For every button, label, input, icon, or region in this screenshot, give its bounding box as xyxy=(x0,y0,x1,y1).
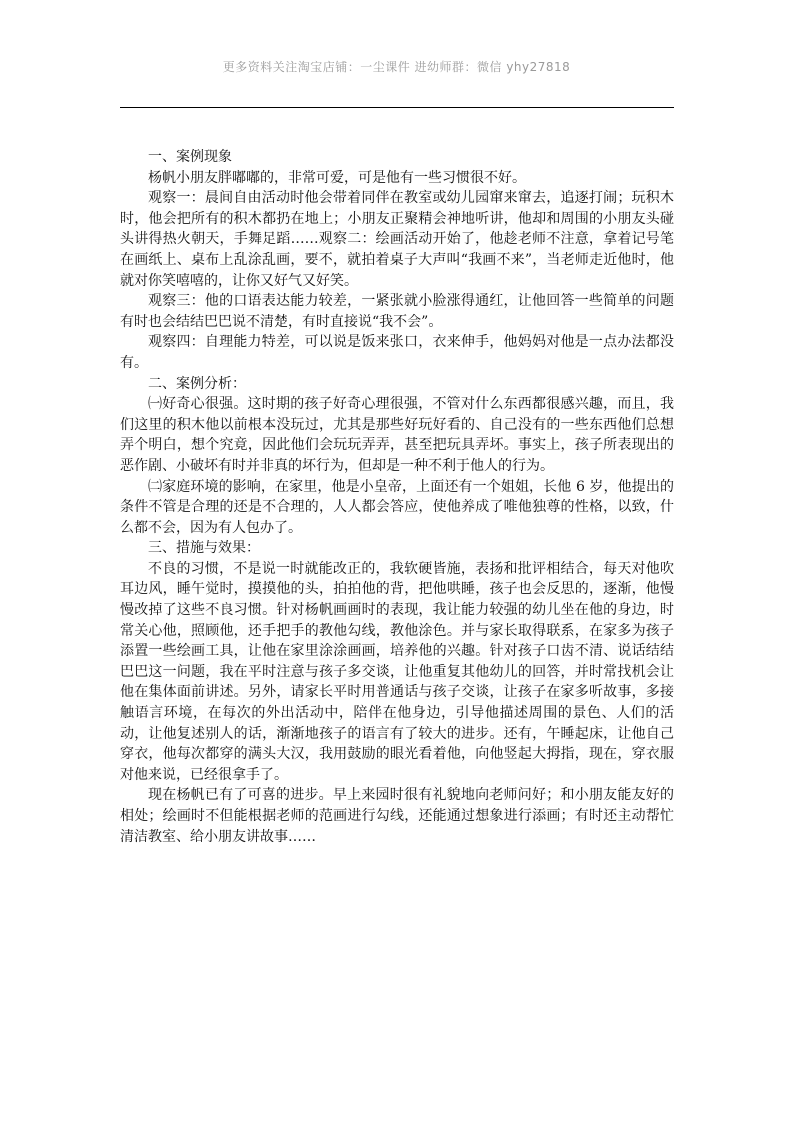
paragraph: 不良的习惯，不是说一时就能改正的，我软硬皆施，表扬和批评相结合，每天对他吹耳边风，睡午觉时，摸摸他的头，拍拍他的背，把他哄睡，孩子也会反思的，逐渐，他慢慢改掉了这些不良习惯。针对杨帆画画时的表现，我让能力较强的幼儿坐在他的身边，时常关心他，照顾他，还手把手的教他勾线，教他涂色。并与家长取得联系，在家多为孩子添置一些绘画工具，让他在家里涂涂画画，培养他的兴趣。针对孩子口齿不清、说话结结巴巴这一问题，我在平时注意与孩子多交谈，让他重复其他幼儿的回答，并时常找机会让他在集体面前讲述。另外，请家长平时用普通话与孩子交谈，让孩子在家多听故事，多接触语言环境，在每次的外出活动中，陪伴在他身边，引导他描述周围的景色、人们的活动，让他复述别人的话，渐渐地孩子的语言有了较大的进步。还有，午睡起床，让他自己穿衣，他每次都穿的满头大汉，我用鼓励的眼光看着他，向他竖起大拇指，现在，穿衣服对他来说，已经很拿手了。 xyxy=(120,560,674,783)
section-heading: 二、案例分析： xyxy=(148,375,246,392)
page-header: 更多资料关注淘宝店铺：一尘课件 进幼师群：微信 yhy27818 xyxy=(222,60,571,74)
paragraph: 观察四：自理能力特差，可以说是饭来张口，衣来伸手，他妈妈对他是一点办法都没有。 xyxy=(120,334,674,371)
paragraph: 观察一：晨间自由活动时他会带着同伴在教室或幼儿园窜来窜去，追逐打闹；玩积木时，他会把所有的积木都扔在地上；小朋友正聚精会神地听讲，他却和周围的小朋友头碰头讲得热火朝天，手舞足蹈……观察二：绘画活动开始了，他趁老师不注意，拿着记号笔在画纸上、桌布上乱涂乱画，要不，就拍着桌子大声叫“我画不来”，当老师走近他时，他就对你笑嘻嘻的，让你又好气又好笑。 xyxy=(120,190,674,289)
paragraph: ㈠好奇心很强。这时期的孩子好奇心理很强，不管对什么东西都很感兴趣，而且，我们这里的积木他以前根本没玩过，尤其是那些好玩好看的、自己没有的一些东西他们总想弄个明白，想个究竟，因此他们会玩玩弄弄，甚至把玩具弄坏。事实上，孩子所表现出的恶作剧、小破坏有时并非真的坏行为，但却是一种不利于他人的行为。 xyxy=(120,396,674,474)
paragraph: 杨帆小朋友胖嘟嘟的，非常可爱，可是他有一些习惯很不好。 xyxy=(148,169,526,186)
paragraph: 现在杨帆已有了可喜的进步。早上来园时很有礼貌地向老师问好；和小朋友能友好的相处；绘画时不但能根据老师的范画进行勾线，还能通过想象进行添画；有时还主动帮忙清洁教室、给小朋友讲故事…… xyxy=(120,787,674,845)
section-heading: 三、措施与效果： xyxy=(148,540,260,557)
document-body xyxy=(120,147,674,847)
section-heading: 一、案例现象 xyxy=(148,149,232,165)
paragraph: ㈡家庭环境的影响，在家里，他是小皇帝，上面还有一个姐姐，长他 6 岁，他提出的条件不管是合理的还是不合理的，人人都会答应，使他养成了唯他独尊的性格，以致，什么都不会，因为有人包办了。 xyxy=(120,478,674,536)
paragraph: 观察三：他的口语表达能力较差，一紧张就小脸涨得通红，让他回答一些简单的问题有时也会结结巴巴说不清楚，有时直接说“我不会”。 xyxy=(120,293,674,330)
header-divider xyxy=(120,107,674,108)
